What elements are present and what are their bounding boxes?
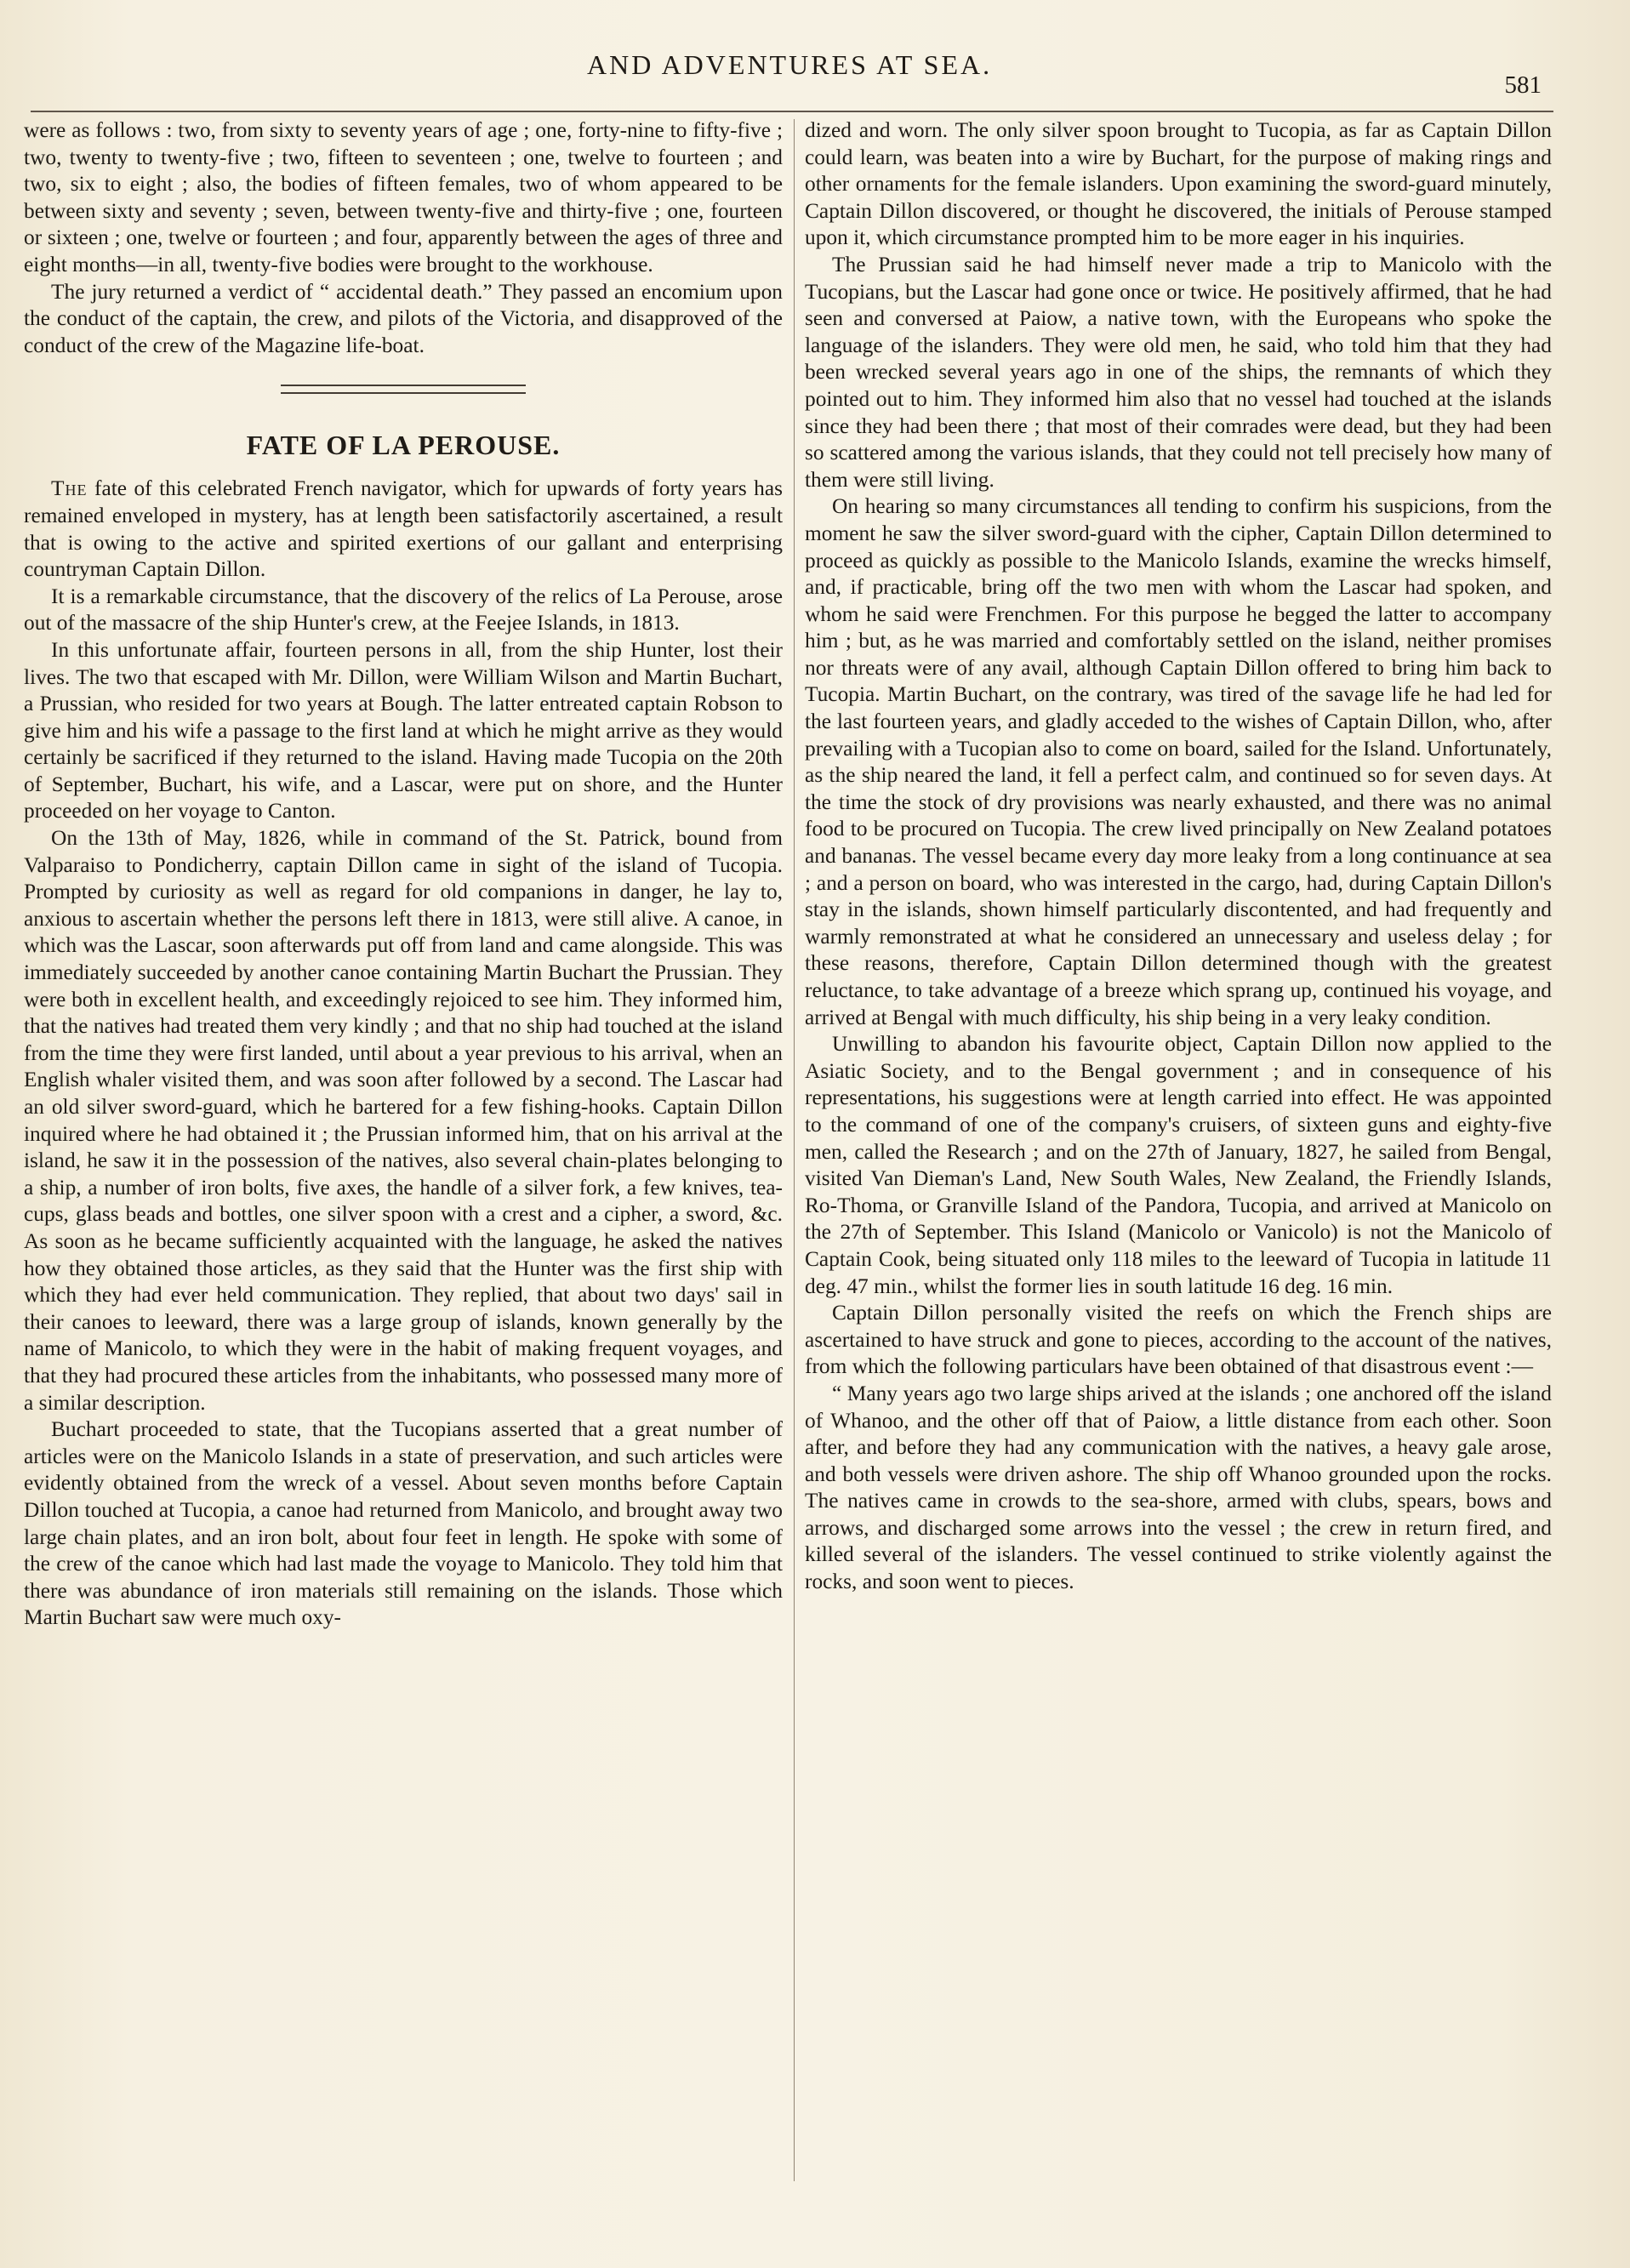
jury-verdict-paragraph: The jury returned a verdict of “ accidental death.” They passed an encomium upon the conduct of the captain, the crew, and pilots of the Victoria, and disapproved of the conduct of the crew of the Magazine life-boat.: [24, 279, 783, 357]
continued-paragraph: were as follows : two, from sixty to seventy years of age ; one, forty-nine to fifty-five ; two, twenty to twenty-five ; two, fifteen to seventeen ; one, twelve to fourteen ; and two, six to eight ; also, the bodies of fifteen females, two of whom appeared to be between sixty and seventy ; seven, between twenty-five and thirty-five ; one, fourteen or sixteen ; one, twelve or fourteen ; and four, apparently between the ages of three and eight months—in all, twenty-five bodies were brought to the workhouse.: [24, 118, 783, 276]
body-paragraph: On hearing so many circumstances all tending to confirm his suspicions, from the moment he saw the silver sword-guard with the cipher, Captain Dillon determined to proceed as quickly as possible to the Manicolo Islands, examine the wrecks himself, and, if practicable, bring off the two men with whom the Lascar had spoken, and whom he said were Frenchmen. For this purpose he begged the latter to accompany him ; but, as he was married and comfortably settled on the island, neither promises nor threats were of any avail, although Captain Dillon offered to bring him back to Tucopia. Martin Buchart, on the contrary, was tired of the savage life he had led for the last fourteen years, and gladly acceded to the wishes of Captain Dillon, who, after prevailing with a Tucopian also to come on board, sailed for the Island. Unfortunately, as the ship neared the land, it fell a perfect calm, and continued so for seven days. At the time the stock of dry provisions was nearly exhausted, and there was no animal food to be procured on Tucopia. The crew lived principally on New Zealand potatoes and bananas. The vessel became every day more leaky from a long continuance at sea ; and a person on board, who was interested in the cargo, had, during Captain Dillon's stay in the islands, shown himself particularly discontented, and had frequently and warmly remonstrated at what he considered an unnecessary and useless delay ; for these reasons, therefore, Captain Dillon determined though with the greatest reluctance, to take advantage of a breeze which sprang up, continued his voyage, and arrived at Bengal with much difficulty, his ship being in a very leaky condition.: [805, 494, 1552, 1029]
body-paragraph: Buchart proceeded to state, that the Tucopians asserted that a great number of articles were on the Manicolo Islands in a state of preservation, and such articles were evidently obtained from the wreck of a vessel. About seven months before Captain Dillon touched at Tucopia, a canoe had returned from Manicolo, and brought away two large chain plates, and an iron bolt, about four feet in length. He spoke with some of the crew of the canoe which had last made the voyage to Manicolo. They told him that there was abundance of iron materials still remaining on the islands. Those which Martin Buchart saw were much oxy-: [24, 1417, 783, 1630]
right-column: [805, 117, 1552, 2176]
section-opening-text: fate of this celebrated French navigator, which for upwards of forty years has remained enveloped in mystery, has at length been satisfactorily ascertained, a result that is owing to the active and spirited exertions of our gallant and enterprising countryman Captain Dillon.: [24, 476, 783, 582]
page-header: [0, 44, 1630, 99]
section-opening-paragraph: [24, 476, 783, 583]
header-rule: [31, 111, 1553, 112]
body-paragraph: Unwilling to abandon his favourite object, Captain Dillon now applied to the Asiatic Society, and to the Bengal government ; and in consequence of his representations, his suggestions were at length carried into effect. He was appointed to the command of one of the company's cruisers, of sixteen guns and eighty-five men, called the Research ; and on the 27th of January, 1827, he sailed from Bengal, visited Van Dieman's Land, New South Wales, New Zealand, the Friendly Islands, Ro-Thoma, or Granville Island of the Pandora, Tucopia, and arrived at Manicolo on the 27th of September. This Island (Manicolo or Vanicolo) is not the Manicolo of Captain Cook, being situated only 118 miles to the leeward of Tucopia in latitude 11 deg. 47 min., whilst the former lies in south latitude 16 deg. 16 min.: [805, 1032, 1552, 1298]
section-title: FATE OF LA PEROUSE.: [246, 430, 561, 461]
section-lead-in: The: [51, 476, 88, 501]
continued-paragraph: dized and worn. The only silver spoon brought to Tucopia, as far as Captain Dillon could learn, was beaten into a wire by Buchart, for the purpose of making rings and other ornaments for the female islanders. Upon examining the sword-guard minutely, Captain Dillon discovered, or thought he discovered, the initials of Perouse stamped upon it, which circumstance prompted him to be more eager in his inquiries.: [805, 118, 1552, 250]
body-paragraph: Captain Dillon personally visited the reefs on which the French ships are ascertained to have struck and gone to pieces, according to the account of the natives, from which the following particulars have been obtained of that disastrous event :—: [805, 1301, 1552, 1379]
body-paragraph: “ Many years ago two large ships arived at the islands ; one anchored off the island of Whanoo, and the other off that of Paiow, a little distance from each other. Soon after, and before they had any communication with the natives, a heavy gale arose, and both vessels were driven ashore. The ship off Whanoo grounded upon the rocks. The natives came in crowds to the sea-shore, armed with clubs, spears, bows and arrows, and discharged some arrows into the vessel ; the crew in return fired, and killed several of the islanders. The vessel continued to strike violently against the rocks, and soon went to pieces.: [805, 1381, 1552, 1594]
body-paragraph: In this unfortunate affair, fourteen persons in all, from the ship Hunter, lost their lives. The two that escaped with Mr. Dillon, were William Wilson and Martin Buchart, a Prussian, who resided for two years at Bough. The latter entreated captain Robson to give him and his wife a passage to the first land at which he might arrive as they would certainly be sacrificed if they returned to the island. Having made Tucopia on the 20th of September, Buchart, his wife, and a Lascar, were put on shore, and the Hunter proceeded on her voyage to Canton.: [24, 637, 783, 823]
page-number: 581: [1504, 71, 1542, 99]
running-head: AND ADVENTURES AT SEA.: [587, 49, 993, 80]
body-paragraph: The Prussian said he had himself never made a trip to Manicolo with the Tucopians, but the Lascar had gone once or twice. He positively affirmed, that he had seen and conversed at Paiow, a native town, with the Europeans who spoke the language of the islanders. They were old men, he said, who told him that they had been wrecked several years ago in one of the ships, the remnants of which they pointed out to him. They informed him also that no vessel had touched at the islands since they had been there ; that most of their comrades were dead, but they had been so scattered among the various islands, that they could not tell precisely how many of them were still living.: [805, 252, 1552, 492]
left-column: [24, 117, 783, 2176]
column-divider: [794, 119, 795, 2181]
section-divider: [281, 385, 526, 394]
body-paragraph: It is a remarkable circumstance, that the discovery of the relics of La Perouse, arose out of the massacre of the ship Hunter's crew, at the Feejee Islands, in 1813.: [24, 584, 783, 635]
body-paragraph: On the 13th of May, 1826, while in command of the St. Patrick, bound from Valparaiso to Pondicherry, captain Dillon came in sight of the island of Tucopia. Prompted by curiosity as well as regard for old companions in danger, he lay to, anxious to ascertain whether the persons left there in 1813, were still alive. A canoe, in which was the Lascar, soon afterwards put off from land and came alongside. This was immediately succeeded by another canoe containing Martin Buchart the Prussian. They were both in excellent health, and exceedingly rejoiced to see him. They informed him, that the natives had treated them very kindly ; and that no ship had touched at the island from the time they were first landed, until about a year previous to his arrival, when an English whaler visited them, and was soon after followed by a second. The Lascar had an old silver sword-guard, which he bartered for a few fishing-hooks. Captain Dillon inquired where he had obtained it ; the Prussian informed him, that on his arrival at the island, he saw it in the possession of the natives, also several chain-plates belonging to a ship, a number of iron bolts, five axes, the handle of a silver fork, a few knives, tea-cups, glass beads and bottles, one silver spoon with a crest and a cipher, a sword, &c. As soon as he became sufficiently acquainted with the language, he asked the natives how they obtained those articles, as they said that the Hunter was the first ship with which they had ever held communication. They replied, that about two days' sail in their canoes to leeward, there was a large group of islands, known generally by the name of Manicolo, to which they were in the habit of making frequent voyages, and that they had procured these articles from the inhabitants, who possessed many more of a similar description.: [24, 826, 783, 1415]
